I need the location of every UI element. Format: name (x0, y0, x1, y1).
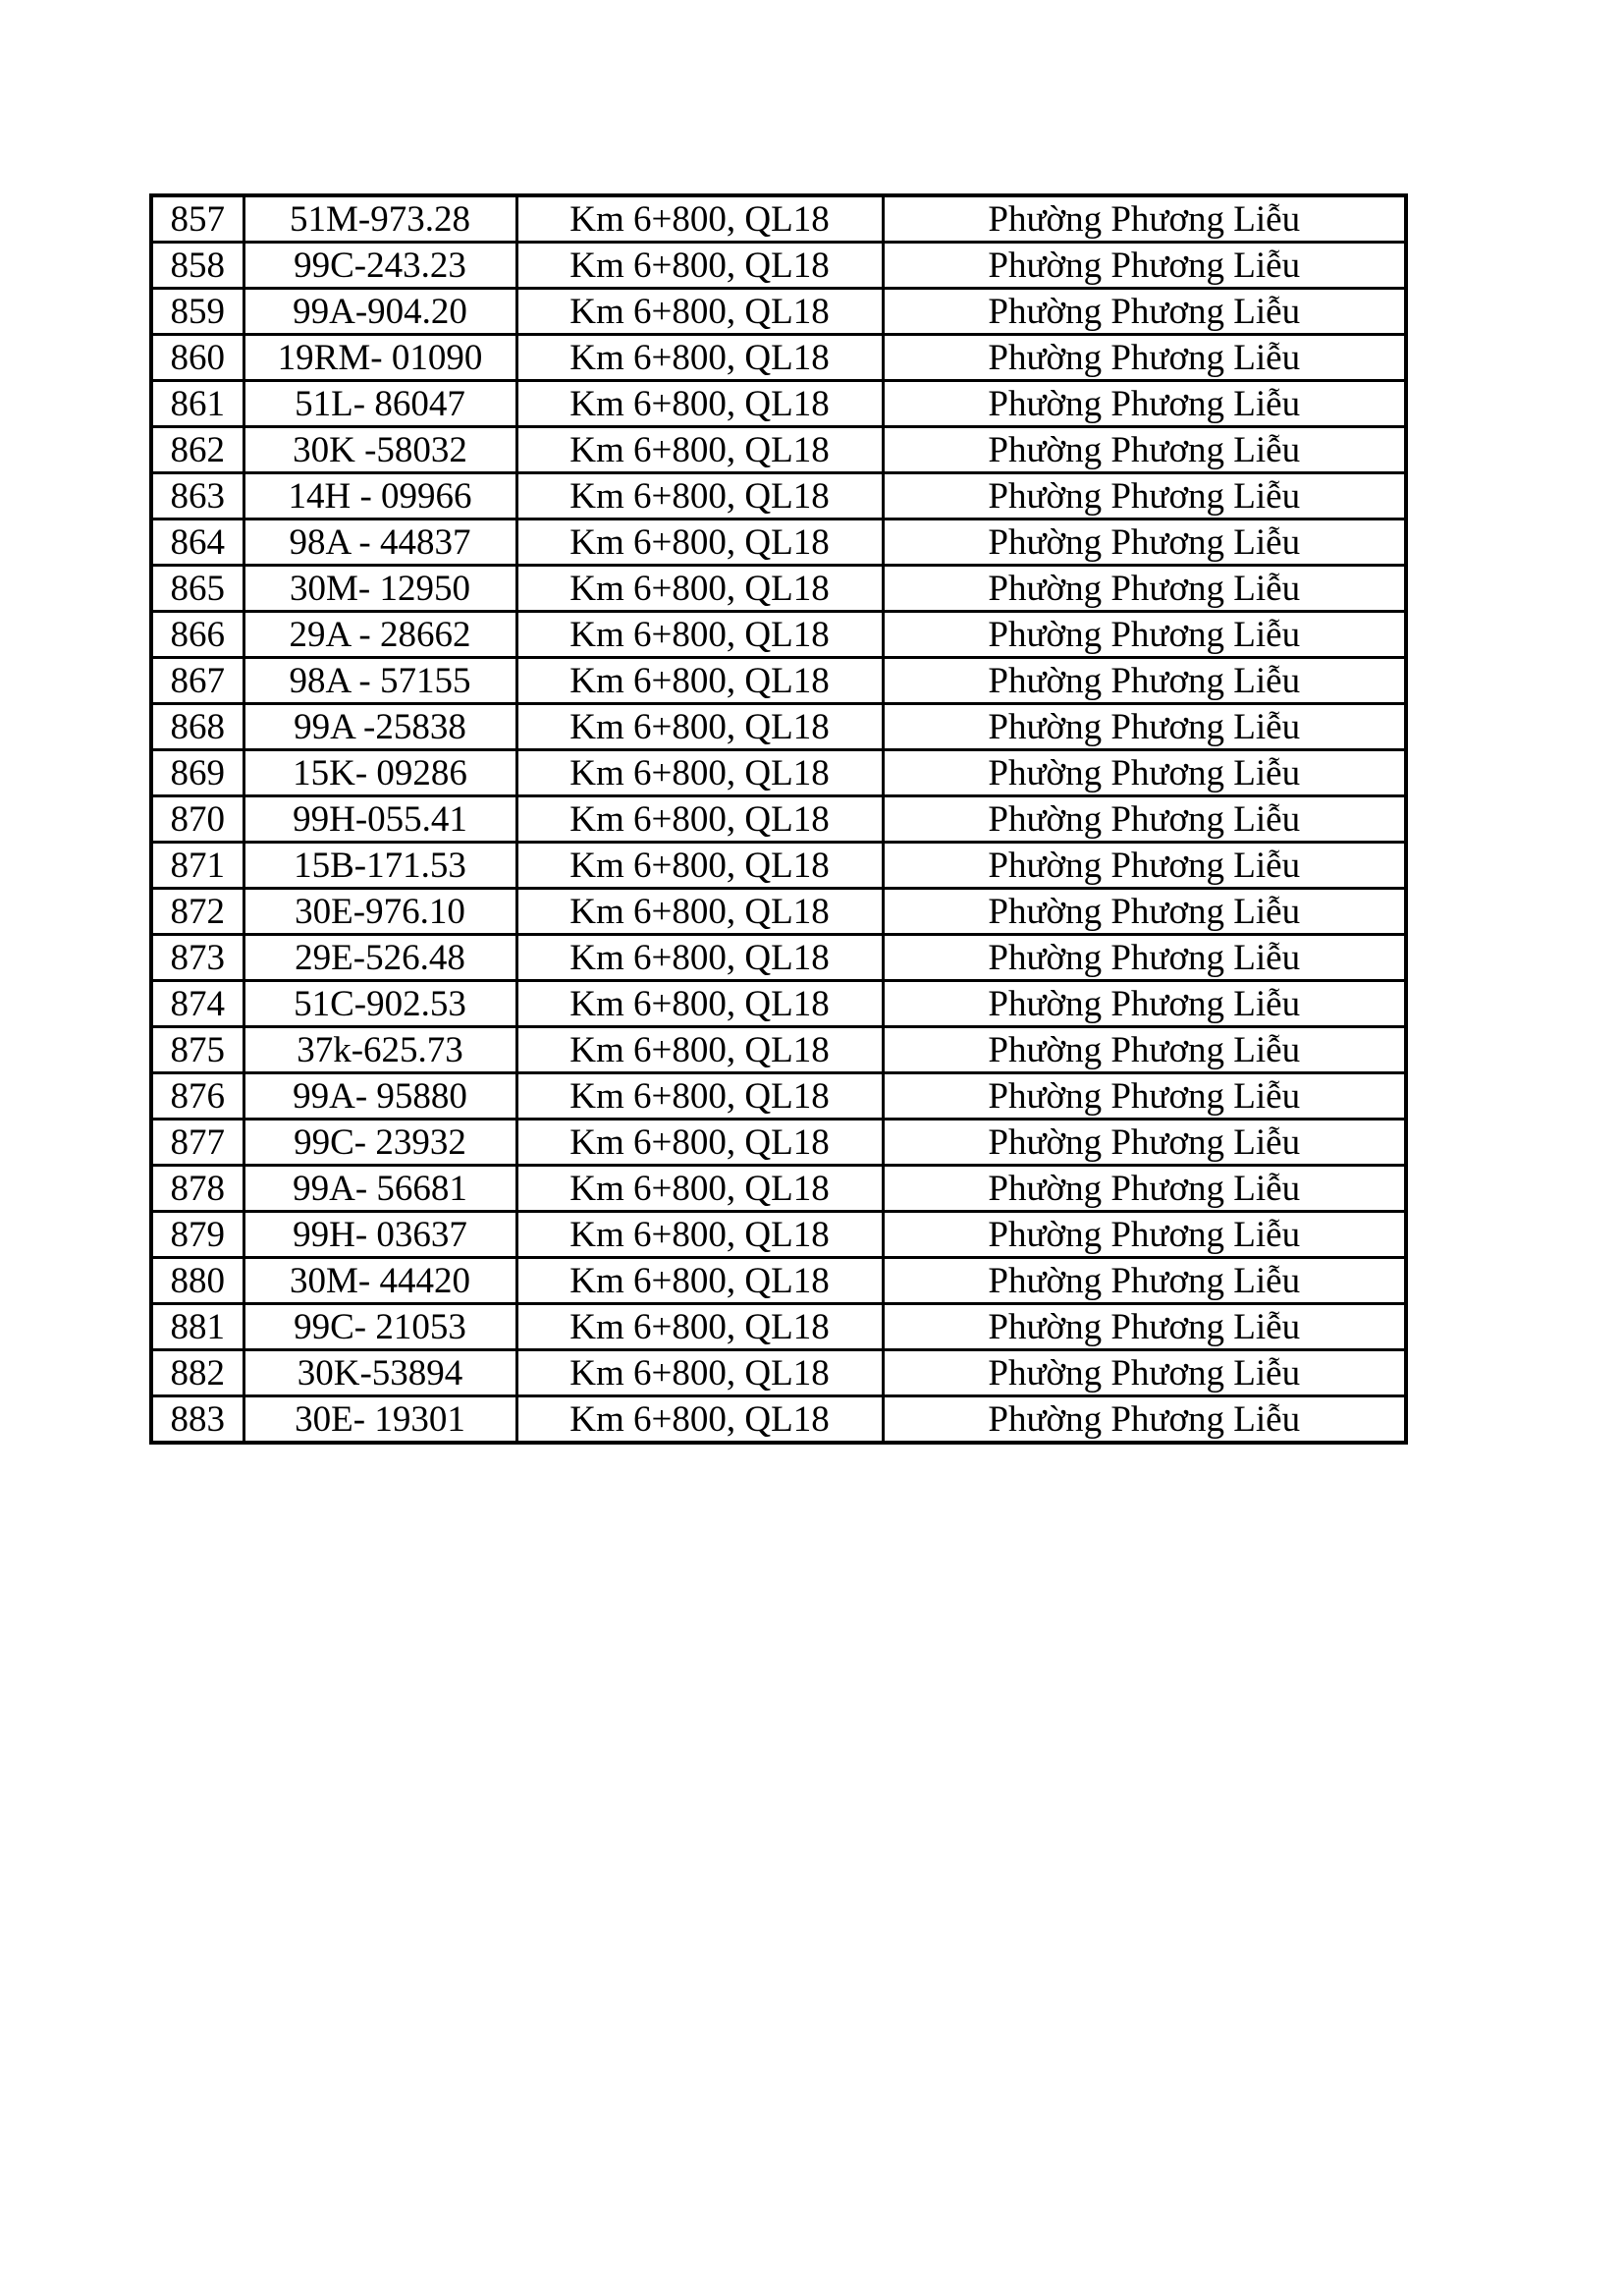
location-cell: Km 6+800, QL18 (516, 981, 883, 1027)
row-number-cell: 869 (151, 750, 243, 796)
plate-number-cell: 98A - 44837 (243, 519, 516, 566)
table-row (151, 1073, 1406, 1120)
plate-number-cell: 99H- 03637 (243, 1212, 516, 1258)
location-cell: Km 6+800, QL18 (516, 1258, 883, 1304)
row-number-cell: 859 (151, 289, 243, 335)
ward-cell: Phường Phương Liễu (883, 981, 1406, 1027)
ward-cell: Phường Phương Liễu (883, 1396, 1406, 1444)
location-cell: Km 6+800, QL18 (516, 289, 883, 335)
table-row (151, 335, 1406, 381)
row-number-cell: 883 (151, 1396, 243, 1444)
ward-cell: Phường Phương Liễu (883, 1212, 1406, 1258)
plate-number-cell: 51M-973.28 (243, 195, 516, 243)
ward-cell: Phường Phương Liễu (883, 289, 1406, 335)
plate-number-cell: 99C- 23932 (243, 1120, 516, 1166)
location-cell: Km 6+800, QL18 (516, 335, 883, 381)
table-row (151, 843, 1406, 889)
row-number-cell: 880 (151, 1258, 243, 1304)
row-number-cell: 864 (151, 519, 243, 566)
row-number-cell: 875 (151, 1027, 243, 1073)
row-number-cell: 881 (151, 1304, 243, 1350)
ward-cell: Phường Phương Liễu (883, 658, 1406, 704)
ward-cell: Phường Phương Liễu (883, 195, 1406, 243)
table-row (151, 796, 1406, 843)
row-number-cell: 872 (151, 889, 243, 935)
location-cell: Km 6+800, QL18 (516, 1212, 883, 1258)
location-cell: Km 6+800, QL18 (516, 566, 883, 612)
location-cell: Km 6+800, QL18 (516, 1304, 883, 1350)
ward-cell: Phường Phương Liễu (883, 519, 1406, 566)
table-row (151, 519, 1406, 566)
row-number-cell: 867 (151, 658, 243, 704)
location-cell: Km 6+800, QL18 (516, 1166, 883, 1212)
location-cell: Km 6+800, QL18 (516, 658, 883, 704)
ward-cell: Phường Phương Liễu (883, 473, 1406, 519)
plate-number-cell: 99A -25838 (243, 704, 516, 750)
row-number-cell: 877 (151, 1120, 243, 1166)
plate-number-cell: 15K- 09286 (243, 750, 516, 796)
location-cell: Km 6+800, QL18 (516, 1396, 883, 1444)
location-cell: Km 6+800, QL18 (516, 195, 883, 243)
plate-number-cell: 99C-243.23 (243, 243, 516, 289)
row-number-cell: 857 (151, 195, 243, 243)
table-row (151, 1396, 1406, 1444)
row-number-cell: 873 (151, 935, 243, 981)
location-cell: Km 6+800, QL18 (516, 427, 883, 473)
ward-cell: Phường Phương Liễu (883, 750, 1406, 796)
ward-cell: Phường Phương Liễu (883, 1258, 1406, 1304)
table-row (151, 935, 1406, 981)
plate-number-cell: 30E-976.10 (243, 889, 516, 935)
row-number-cell: 863 (151, 473, 243, 519)
table-row (151, 243, 1406, 289)
location-cell: Km 6+800, QL18 (516, 1120, 883, 1166)
plate-number-cell: 99C- 21053 (243, 1304, 516, 1350)
ward-cell: Phường Phương Liễu (883, 704, 1406, 750)
ward-cell: Phường Phương Liễu (883, 1120, 1406, 1166)
row-number-cell: 870 (151, 796, 243, 843)
ward-cell: Phường Phương Liễu (883, 1027, 1406, 1073)
location-cell: Km 6+800, QL18 (516, 519, 883, 566)
ward-cell: Phường Phương Liễu (883, 1073, 1406, 1120)
plate-number-cell: 30M- 12950 (243, 566, 516, 612)
row-number-cell: 878 (151, 1166, 243, 1212)
plate-number-cell: 30E- 19301 (243, 1396, 516, 1444)
location-cell: Km 6+800, QL18 (516, 750, 883, 796)
table-row (151, 1120, 1406, 1166)
ward-cell: Phường Phương Liễu (883, 1304, 1406, 1350)
ward-cell: Phường Phương Liễu (883, 335, 1406, 381)
location-cell: Km 6+800, QL18 (516, 381, 883, 427)
row-number-cell: 861 (151, 381, 243, 427)
table-row (151, 612, 1406, 658)
plate-number-cell: 99A- 56681 (243, 1166, 516, 1212)
row-number-cell: 874 (151, 981, 243, 1027)
ward-cell: Phường Phương Liễu (883, 612, 1406, 658)
location-cell: Km 6+800, QL18 (516, 1027, 883, 1073)
plate-number-cell: 99A-904.20 (243, 289, 516, 335)
ward-cell: Phường Phương Liễu (883, 1350, 1406, 1396)
ward-cell: Phường Phương Liễu (883, 843, 1406, 889)
table-row (151, 1212, 1406, 1258)
table-row (151, 1027, 1406, 1073)
table-row (151, 704, 1406, 750)
row-number-cell: 862 (151, 427, 243, 473)
table-row (151, 750, 1406, 796)
table-row (151, 889, 1406, 935)
plate-number-cell: 51C-902.53 (243, 981, 516, 1027)
table-row (151, 1166, 1406, 1212)
location-cell: Km 6+800, QL18 (516, 796, 883, 843)
location-cell: Km 6+800, QL18 (516, 243, 883, 289)
ward-cell: Phường Phương Liễu (883, 381, 1406, 427)
plate-number-cell: 30M- 44420 (243, 1258, 516, 1304)
row-number-cell: 860 (151, 335, 243, 381)
ward-cell: Phường Phương Liễu (883, 1166, 1406, 1212)
location-cell: Km 6+800, QL18 (516, 1350, 883, 1396)
plate-number-cell: 98A - 57155 (243, 658, 516, 704)
table-row (151, 566, 1406, 612)
ward-cell: Phường Phương Liễu (883, 935, 1406, 981)
plate-number-cell: 29E-526.48 (243, 935, 516, 981)
ward-cell: Phường Phương Liễu (883, 889, 1406, 935)
plate-number-cell: 30K-53894 (243, 1350, 516, 1396)
table-row (151, 1304, 1406, 1350)
row-number-cell: 865 (151, 566, 243, 612)
table-row (151, 289, 1406, 335)
plate-number-cell: 14H - 09966 (243, 473, 516, 519)
plate-number-cell: 15B-171.53 (243, 843, 516, 889)
table-row (151, 1258, 1406, 1304)
row-number-cell: 882 (151, 1350, 243, 1396)
table-row (151, 195, 1406, 243)
ward-cell: Phường Phương Liễu (883, 427, 1406, 473)
plate-number-cell: 19RM- 01090 (243, 335, 516, 381)
location-cell: Km 6+800, QL18 (516, 473, 883, 519)
row-number-cell: 879 (151, 1212, 243, 1258)
location-cell: Km 6+800, QL18 (516, 935, 883, 981)
table-row (151, 658, 1406, 704)
row-number-cell: 868 (151, 704, 243, 750)
plate-number-cell: 99H-055.41 (243, 796, 516, 843)
location-cell: Km 6+800, QL18 (516, 704, 883, 750)
row-number-cell: 858 (151, 243, 243, 289)
plate-number-cell: 37k-625.73 (243, 1027, 516, 1073)
vehicle-plate-table (149, 193, 1408, 1445)
plate-number-cell: 29A - 28662 (243, 612, 516, 658)
ward-cell: Phường Phương Liễu (883, 243, 1406, 289)
ward-cell: Phường Phương Liễu (883, 796, 1406, 843)
row-number-cell: 871 (151, 843, 243, 889)
table-row (151, 981, 1406, 1027)
table-row (151, 1350, 1406, 1396)
location-cell: Km 6+800, QL18 (516, 889, 883, 935)
location-cell: Km 6+800, QL18 (516, 1073, 883, 1120)
table-row (151, 427, 1406, 473)
table-row (151, 381, 1406, 427)
location-cell: Km 6+800, QL18 (516, 843, 883, 889)
plate-number-cell: 99A- 95880 (243, 1073, 516, 1120)
location-cell: Km 6+800, QL18 (516, 612, 883, 658)
plate-number-cell: 30K -58032 (243, 427, 516, 473)
row-number-cell: 876 (151, 1073, 243, 1120)
table-body (151, 195, 1406, 1443)
table-row (151, 473, 1406, 519)
row-number-cell: 866 (151, 612, 243, 658)
plate-number-cell: 51L- 86047 (243, 381, 516, 427)
ward-cell: Phường Phương Liễu (883, 566, 1406, 612)
